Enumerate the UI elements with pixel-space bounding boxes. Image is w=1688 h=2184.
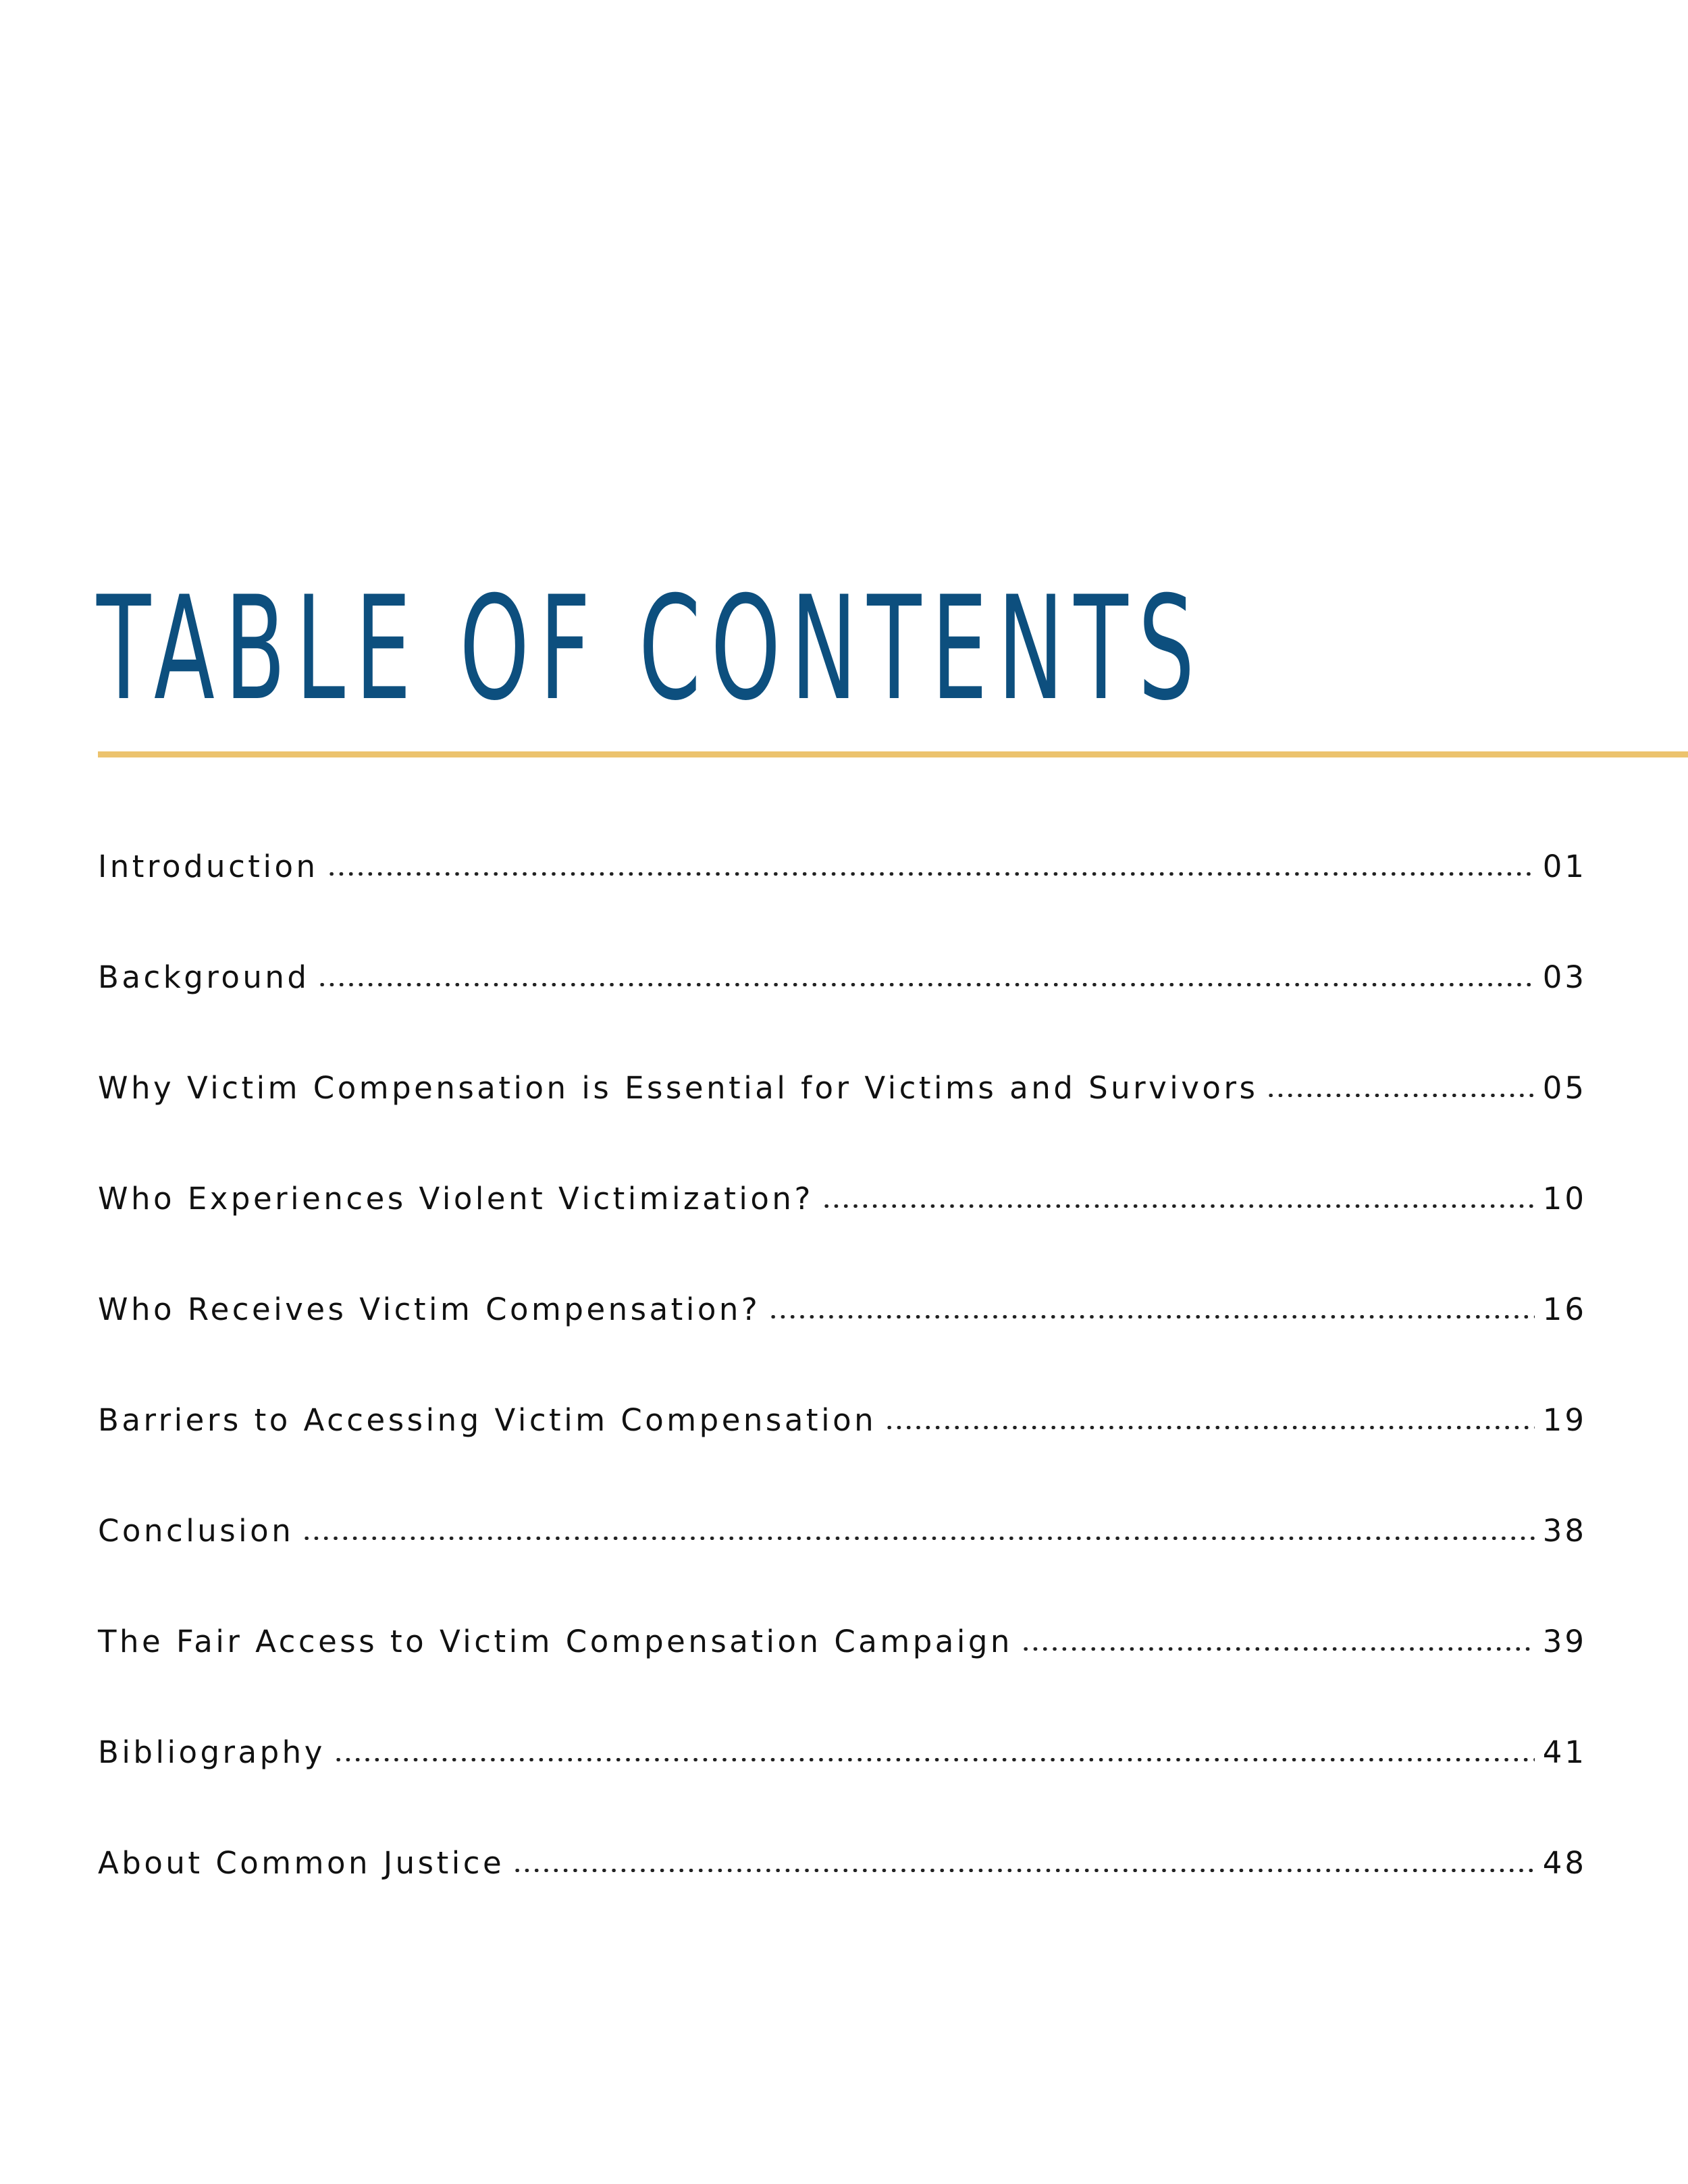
toc-entry-label: Introduction <box>98 849 319 884</box>
dot-leader <box>822 1204 1535 1208</box>
toc-entry-bibliography[interactable] <box>98 1734 1587 1845</box>
dot-leader <box>1021 1647 1535 1651</box>
toc-entry-page-number: 05 <box>1542 1070 1587 1106</box>
toc-entry-page-number: 10 <box>1542 1181 1587 1217</box>
dot-leader <box>302 1537 1534 1540</box>
dot-leader <box>768 1315 1534 1319</box>
toc-entry-label: Who Receives Victim Compensation? <box>98 1291 761 1327</box>
toc-entry-introduction[interactable] <box>98 849 1587 959</box>
toc-entry-page-number: 48 <box>1542 1845 1587 1881</box>
toc-entry-label: Bibliography <box>98 1734 325 1770</box>
toc-entry-barriers[interactable] <box>98 1402 1587 1513</box>
toc-entry-who-experiences[interactable] <box>98 1181 1587 1291</box>
toc-entry-label: Barriers to Accessing Victim Compensation <box>98 1402 877 1438</box>
toc-entry-label: About Common Justice <box>98 1845 505 1881</box>
toc-entry-label: Background <box>98 959 310 995</box>
toc-entry-page-number: 39 <box>1542 1624 1587 1659</box>
toc-entry-page-number: 41 <box>1542 1734 1587 1770</box>
dot-leader <box>327 872 1535 876</box>
toc-entry-page-number: 03 <box>1542 959 1587 995</box>
toc-entry-background[interactable] <box>98 959 1587 1070</box>
toc-entry-page-number: 19 <box>1542 1402 1587 1438</box>
toc-entry-label: Who Experiences Violent Victimization? <box>98 1181 814 1217</box>
toc-entry-why-victim-compensation[interactable] <box>98 1070 1587 1181</box>
toc-entry-page-number: 38 <box>1542 1513 1587 1549</box>
toc-entry-page-number: 01 <box>1542 849 1587 884</box>
toc-entry-label: Conclusion <box>98 1513 294 1549</box>
toc-entry-conclusion[interactable] <box>98 1513 1587 1624</box>
toc-entry-label: Why Victim Compensation is Essential for Victims and Survivors <box>98 1070 1259 1106</box>
title-divider <box>98 751 1688 757</box>
dot-leader <box>885 1426 1535 1429</box>
toc-entry-page-number: 16 <box>1542 1291 1587 1327</box>
toc-entry-who-receives[interactable] <box>98 1291 1587 1402</box>
toc-list <box>98 849 1587 1956</box>
page-title: TABLE OF CONTENTS <box>97 565 1205 732</box>
toc-entry-about-common-justice[interactable] <box>98 1845 1587 1956</box>
toc-entry-campaign[interactable] <box>98 1624 1587 1734</box>
dot-leader <box>512 1869 1535 1872</box>
toc-entry-label: The Fair Access to Victim Compensation Campaign <box>98 1624 1013 1659</box>
dot-leader <box>1266 1094 1534 1097</box>
dot-leader <box>317 983 1534 986</box>
dot-leader <box>334 1758 1535 1761</box>
